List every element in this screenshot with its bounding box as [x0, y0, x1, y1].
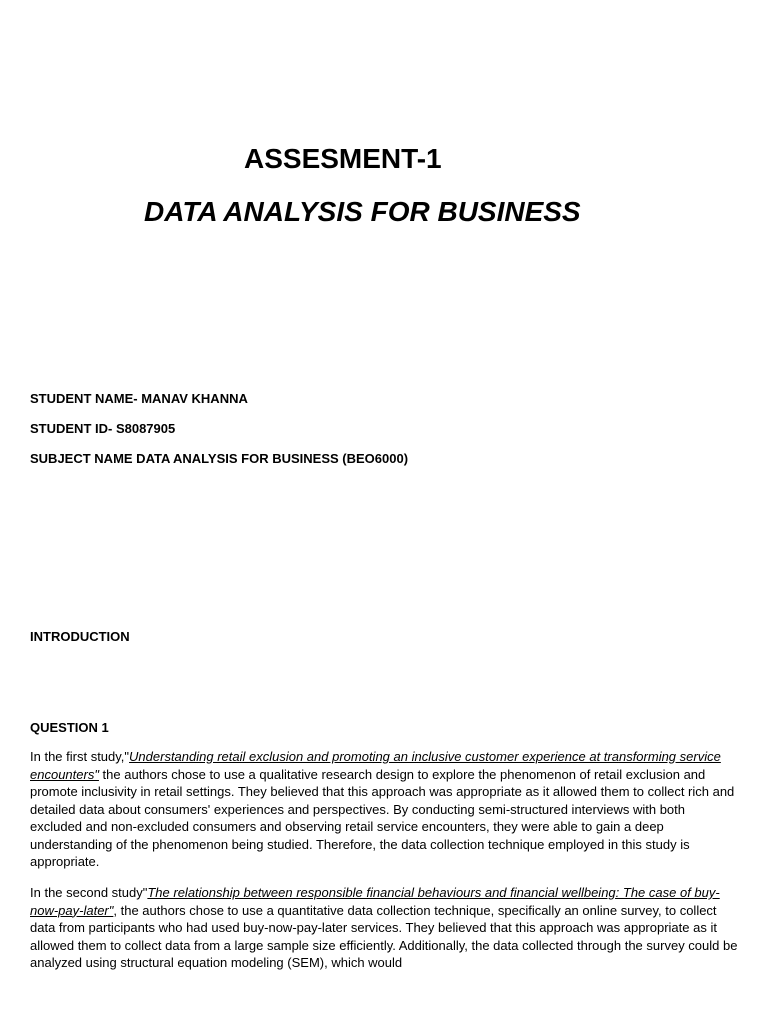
document-title: ASSESMENT-1 [244, 143, 442, 174]
question-1-heading: QUESTION 1 [30, 720, 109, 735]
paragraph-body: the authors chose to use a qualitative research design to explore the phenomenon of retail exclusion and promote inclusivity in retail settings. They believed that this approach was appropriate as it allowed them to collect rich and detailed data about consumers' experiences and perspectives. By conducting semi-structured interviews with both excluded and non-excluded consumers and observing retail service encounters, they were able to gain a deep understanding of the phenomenon being studied. Therefore, the data collection technique employed in this study is appropriate. [30, 766, 735, 869]
subject-name: SUBJECT NAME DATA ANALYSIS FOR BUSINESS (BEO6000) [30, 451, 409, 466]
paragraph-body: , the authors chose to use a quantitative data collection technique, specifically an online survey, to collect data from participants who had used buy-now-pay-later services. They believed that this approach was appropriate as it allowed them to collect data from a large sample size efficiently. Additionally, the data collected through the survey could be analyzed using structural equation modeling (SEM), which would [30, 902, 738, 970]
paragraph-first-study [30, 748, 738, 871]
student-name: STUDENT NAME- MANAV KHANNA [30, 391, 248, 406]
study-citation-1: Understanding retail exclusion and promoting an inclusive customer experience at transforming service encounters" [30, 749, 721, 782]
student-id: STUDENT ID- S8087905 [30, 421, 176, 436]
paragraph-lead: In the second study" [30, 885, 148, 900]
introduction-heading: INTRODUCTION [30, 629, 130, 644]
paragraph-second-study [30, 884, 738, 972]
document-subtitle: DATA ANALYSIS FOR BUSINESS [144, 196, 581, 227]
paragraph-lead: In the first study," [30, 749, 130, 764]
study-citation-2: The relationship between responsible financial behaviours and financial wellbeing: The case of buy-now-pay-later" [30, 885, 720, 918]
